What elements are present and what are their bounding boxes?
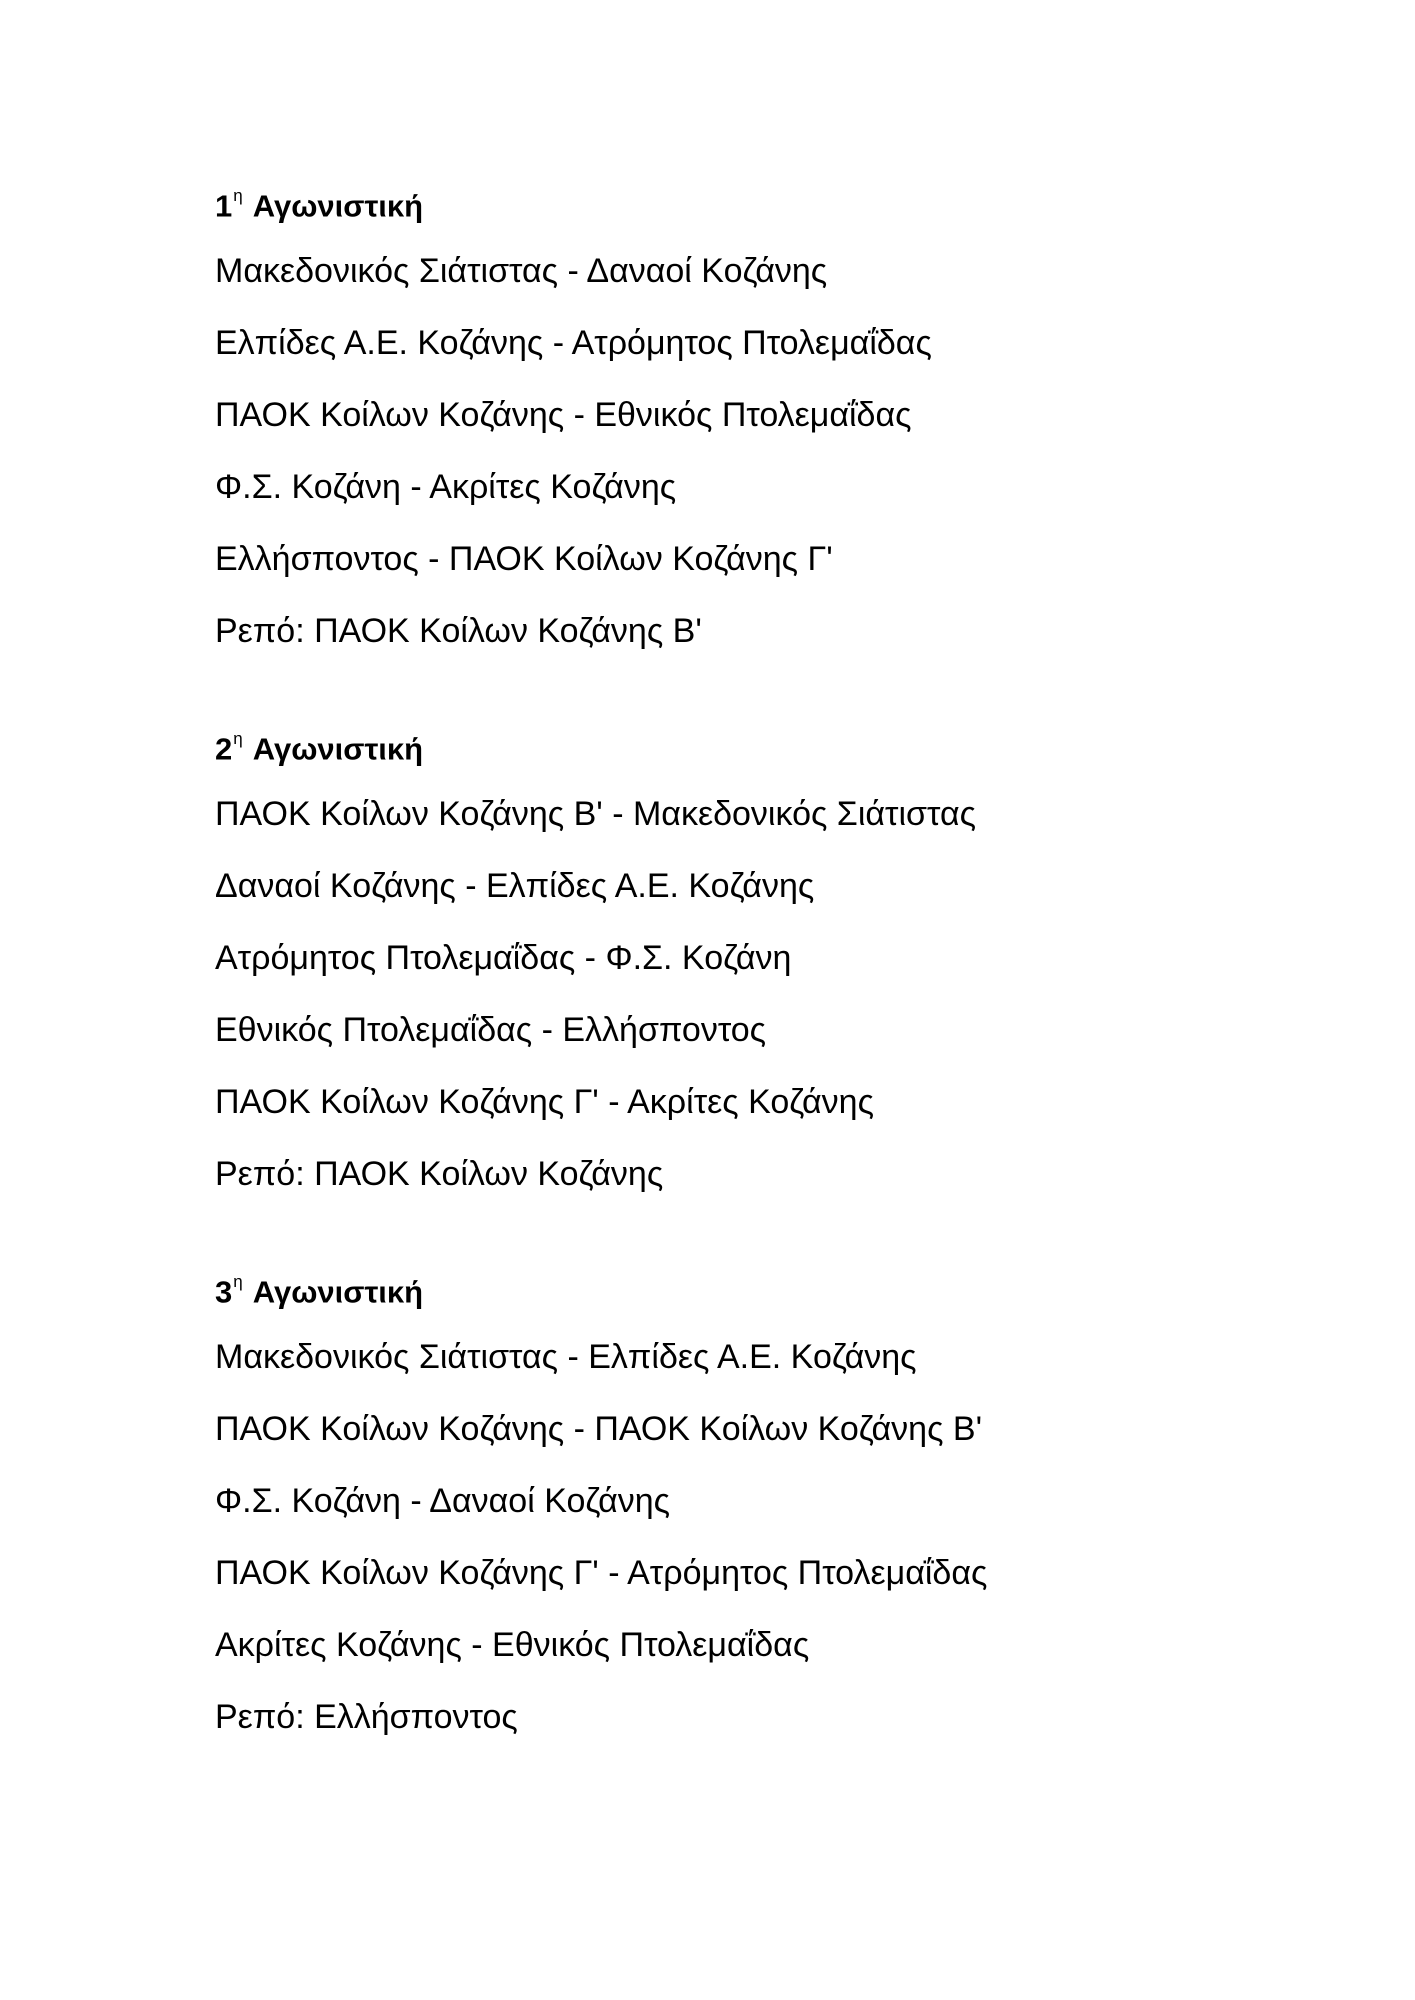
round-number: 3	[215, 1274, 233, 1310]
match-line: ΠΑΟΚ Κοίλων Κοζάνης - ΠΑΟΚ Κοίλων Κοζάνης Β'	[215, 1410, 983, 1448]
match-line: Ατρόμητος Πτολεμαΐδας - Φ.Σ. Κοζάνη	[215, 939, 792, 977]
match-line: Φ.Σ. Κοζάνη - Δαναοί Κοζάνης	[215, 1482, 671, 1520]
round-3	[215, 1266, 1315, 1737]
match-line: Φ.Σ. Κοζάνη - Ακρίτες Κοζάνης	[215, 468, 677, 506]
match-line: ΠΑΟΚ Κοίλων Κοζάνης Γ' - Ακρίτες Κοζάνης	[215, 1083, 874, 1121]
round-title	[215, 723, 1315, 767]
match-line: Ακρίτες Κοζάνης - Εθνικός Πτολεμαΐδας	[215, 1626, 810, 1664]
round-number: 2	[215, 731, 233, 767]
bye-line: Ρεπό: ΠΑΟΚ Κοίλων Κοζάνης Β'	[215, 612, 702, 650]
match-line: Εθνικός Πτολεμαΐδας - Ελλήσποντος	[215, 1011, 767, 1049]
match-line: Μακεδονικός Σιάτιστας - Ελπίδες Α.Ε. Κοζάνης	[215, 1338, 917, 1376]
match-line: Ελπίδες Α.Ε. Κοζάνης - Ατρόμητος Πτολεμαΐδας	[215, 324, 932, 362]
round-ordinal-suffix: η	[233, 1272, 243, 1291]
round-label: Αγωνιστική	[252, 731, 424, 767]
match-line: Μακεδονικός Σιάτιστας - Δαναοί Κοζάνης	[215, 252, 828, 290]
document-page	[215, 180, 1315, 1737]
round-title	[215, 1266, 1315, 1310]
round-number: 1	[215, 188, 233, 224]
match-line: ΠΑΟΚ Κοίλων Κοζάνης Β' - Μακεδονικός Σιάτιστας	[215, 795, 976, 833]
round-1	[215, 180, 1315, 651]
match-line: ΠΑΟΚ Κοίλων Κοζάνης Γ' - Ατρόμητος Πτολεμαΐδας	[215, 1554, 988, 1592]
match-line: Ελλήσποντος - ΠΑΟΚ Κοίλων Κοζάνης Γ'	[215, 540, 833, 578]
round-ordinal-suffix: η	[233, 729, 243, 748]
round-ordinal-suffix: η	[233, 186, 243, 205]
round-label: Αγωνιστική	[252, 1274, 424, 1310]
match-line: Δαναοί Κοζάνης - Ελπίδες Α.Ε. Κοζάνης	[215, 867, 815, 905]
round-2	[215, 723, 1315, 1194]
round-label: Αγωνιστική	[252, 188, 424, 224]
bye-line: Ρεπό: ΠΑΟΚ Κοίλων Κοζάνης	[215, 1155, 664, 1193]
round-title	[215, 180, 1315, 224]
bye-line: Ρεπό: Ελλήσποντος	[215, 1698, 518, 1736]
match-line: ΠΑΟΚ Κοίλων Κοζάνης - Εθνικός Πτολεμαΐδας	[215, 396, 912, 434]
